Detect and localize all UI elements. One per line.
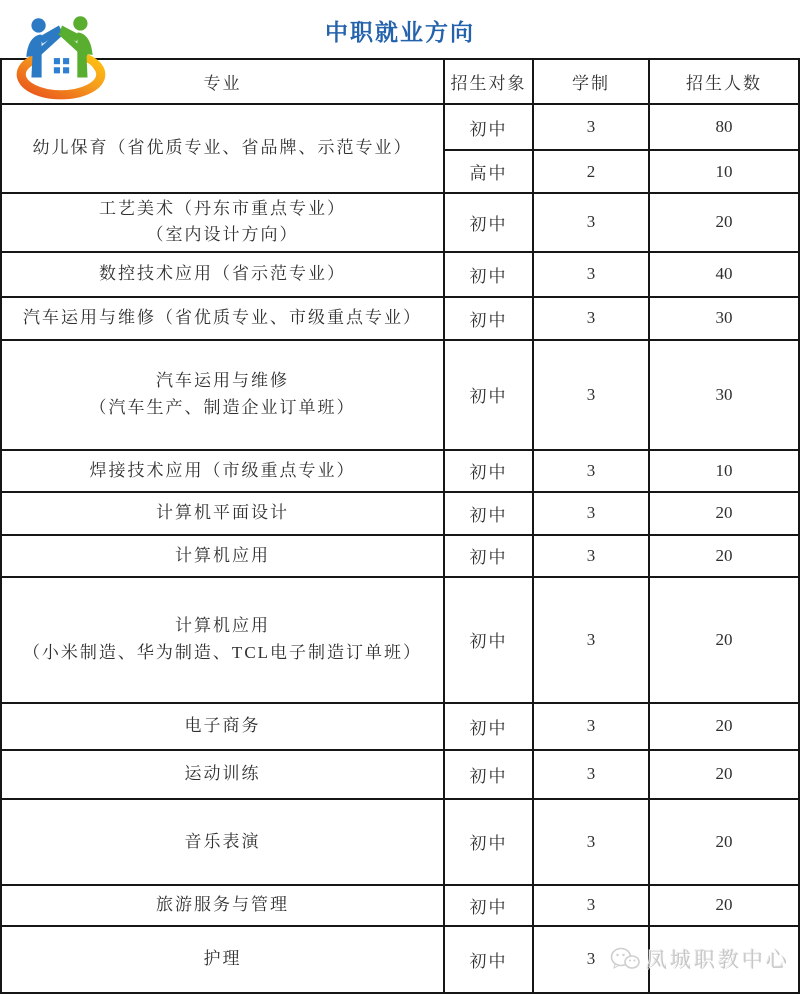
target-cell: 初中 [444, 340, 533, 450]
header-row [1, 59, 799, 104]
quota-cell: 20 [649, 750, 799, 799]
quota-cell: 40 [649, 252, 799, 297]
major-cell [1, 450, 444, 492]
major-line: 幼儿保育（省优质专业、省品牌、示范专业） [32, 138, 413, 158]
target-cell: 初中 [444, 885, 533, 926]
years-cell: 3 [533, 926, 649, 993]
table-row [1, 750, 799, 799]
major-cell [1, 535, 444, 577]
quota-cell [646, 926, 799, 993]
table-row [1, 252, 799, 297]
major-line: 数控技术应用（省示范专业） [99, 264, 346, 284]
table-row [1, 703, 799, 750]
major-cell [1, 104, 444, 193]
school-logo-icon [10, 6, 112, 102]
major-line: 音乐表演 [184, 831, 261, 851]
watermark-text: 凤城职教中心 [646, 948, 790, 973]
table-row [1, 885, 799, 926]
years-cell: 3 [533, 252, 649, 297]
table-row [1, 193, 799, 252]
major-line: （小米制造、华为制造、TCL电子制造订单班） [22, 642, 423, 662]
table-row [1, 492, 799, 535]
years-cell: 3 [533, 750, 649, 799]
column-header-major: 专业 [1, 59, 444, 104]
target-cell: 初中 [444, 104, 533, 150]
column-header-quota: 招生人数 [649, 59, 799, 104]
table-row [1, 535, 799, 577]
target-cell: 初中 [444, 193, 533, 252]
quota-cell: 20 [649, 703, 799, 750]
years-cell: 3 [533, 193, 649, 252]
quota-cell: 10 [649, 150, 799, 193]
column-header-years: 学制 [533, 59, 649, 104]
major-line: 焊接技术应用（市级重点专业） [89, 460, 356, 480]
quota-cell: 20 [649, 193, 799, 252]
major-line: 工艺美术（丹东市重点专业） [99, 199, 346, 218]
major-cell [1, 799, 444, 885]
table-row [1, 926, 799, 993]
target-cell: 初中 [444, 252, 533, 297]
major-line: 旅游服务与管理 [156, 895, 289, 915]
major-cell [1, 252, 444, 297]
major-line: 计算机平面设计 [156, 503, 289, 523]
table-row [1, 799, 799, 885]
years-cell: 2 [533, 150, 649, 193]
table-row [1, 340, 799, 450]
quota-cell: 20 [649, 799, 799, 885]
major-cell [1, 926, 444, 993]
target-cell: 初中 [444, 577, 533, 703]
major-cell [1, 193, 444, 252]
years-cell: 3 [533, 492, 649, 535]
major-line: 电子商务 [184, 716, 261, 736]
quota-cell: 20 [649, 535, 799, 577]
years-cell: 3 [533, 340, 649, 450]
major-cell [1, 750, 444, 799]
years-cell: 3 [533, 297, 649, 340]
years-cell: 3 [533, 535, 649, 577]
target-cell: 初中 [444, 703, 533, 750]
years-cell: 3 [533, 104, 649, 150]
major-cell [1, 703, 444, 750]
quota-cell: 30 [649, 340, 799, 450]
major-line: 计算机应用 [175, 616, 270, 636]
quota-cell: 20 [649, 885, 799, 926]
years-cell: 3 [533, 885, 649, 926]
table-row [1, 297, 799, 340]
target-cell: 初中 [444, 450, 533, 492]
quota-cell: 30 [649, 297, 799, 340]
quota-cell: 10 [649, 450, 799, 492]
major-line: （室内设计方向） [146, 225, 299, 245]
target-cell: 初中 [444, 297, 533, 340]
major-line: 汽车运用与维修（省优质专业、市级重点专业） [23, 308, 422, 328]
school-logo [10, 6, 112, 102]
major-line: 运动训练 [184, 764, 261, 784]
quota-cell: 20 [649, 577, 799, 703]
quota-cell: 20 [649, 492, 799, 535]
major-line: （汽车生产、制造企业订单班） [89, 397, 356, 417]
major-line: 护理 [203, 949, 242, 969]
major-line: 计算机应用 [175, 545, 270, 565]
target-cell: 初中 [444, 799, 533, 885]
years-cell: 3 [533, 799, 649, 885]
major-cell [1, 885, 444, 926]
target-cell: 初中 [444, 926, 533, 993]
years-cell: 3 [533, 577, 649, 703]
target-cell: 初中 [444, 535, 533, 577]
major-cell [1, 297, 444, 340]
major-cell [1, 492, 444, 535]
major-cell [1, 340, 444, 450]
years-cell: 3 [533, 450, 649, 492]
target-cell: 初中 [444, 750, 533, 799]
table-row [1, 577, 799, 703]
table-row [1, 450, 799, 492]
years-cell: 3 [533, 703, 649, 750]
page-title: 中职就业方向 [325, 19, 475, 45]
target-cell: 初中 [444, 492, 533, 535]
major-line: 汽车运用与维修 [156, 371, 289, 391]
enrollment-table [0, 58, 800, 994]
quota-cell: 80 [649, 104, 799, 150]
table-row [1, 104, 799, 150]
target-cell: 高中 [444, 150, 533, 193]
column-header-target: 招生对象 [444, 59, 533, 104]
major-cell [1, 577, 444, 703]
